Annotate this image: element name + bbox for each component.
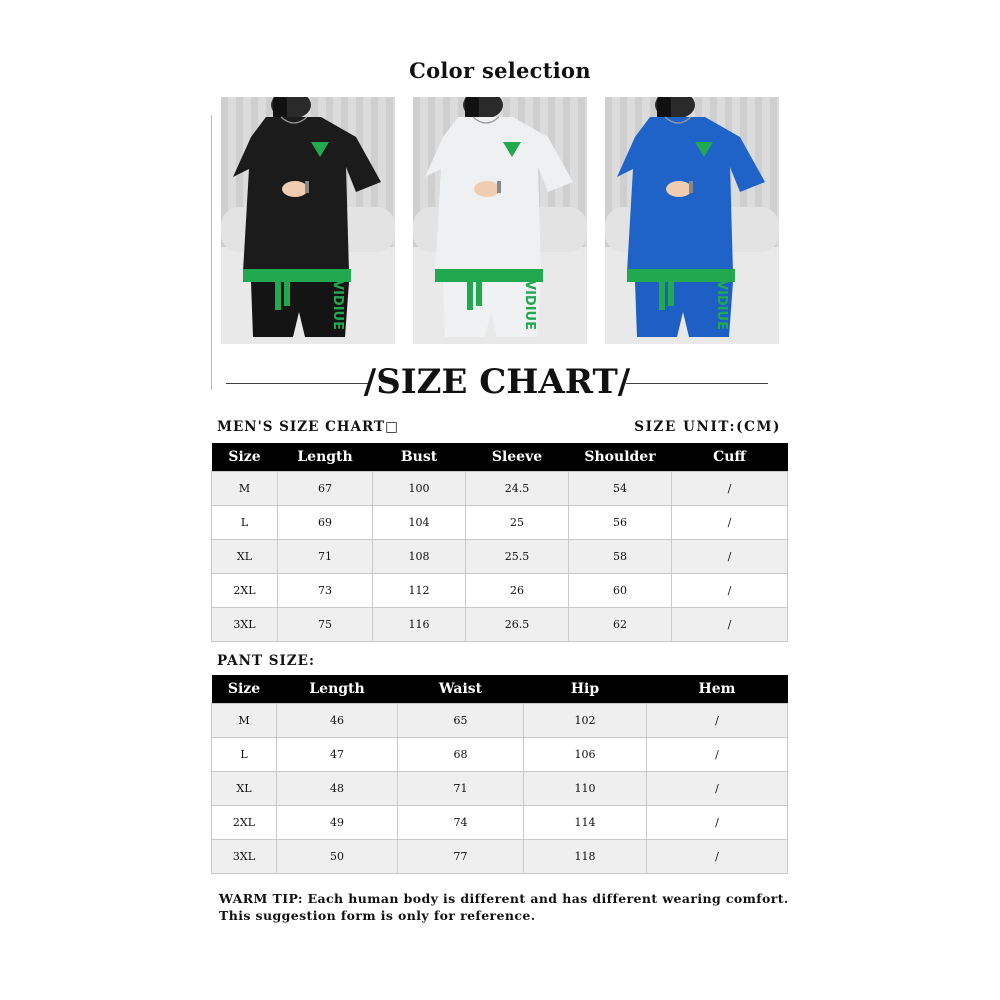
photo-black-outfit — [221, 97, 395, 344]
table-cell: / — [672, 608, 788, 642]
table-cell: 116 — [373, 608, 466, 642]
table-cell: 25.5 — [466, 540, 569, 574]
table-header-row — [212, 675, 788, 704]
table-cell: 69 — [278, 506, 373, 540]
table-cell: 46 — [277, 704, 398, 738]
table-cell: 50 — [277, 840, 398, 874]
column-header: Hem — [647, 675, 788, 704]
size-chart-heading — [226, 362, 768, 406]
table-cell: 2XL — [212, 806, 277, 840]
drawstring-left — [275, 282, 281, 310]
table-cell: XL — [212, 772, 277, 806]
table-cell: XL — [212, 540, 278, 574]
table-header-row — [212, 443, 788, 472]
table-cell: 2XL — [212, 574, 278, 608]
table-cell: 48 — [277, 772, 398, 806]
table-cell: 77 — [398, 840, 524, 874]
drawstring-right — [476, 282, 482, 306]
table-cell: / — [672, 540, 788, 574]
table-row — [212, 806, 788, 840]
table-cell: 74 — [398, 806, 524, 840]
table-cell: 26.5 — [466, 608, 569, 642]
table-cell: 49 — [277, 806, 398, 840]
table-row — [212, 574, 788, 608]
table-cell: M — [212, 704, 277, 738]
table-cell: 100 — [373, 472, 466, 506]
table-row — [212, 506, 788, 540]
table-cell: M — [212, 472, 278, 506]
hand — [474, 181, 500, 197]
table-cell: 118 — [524, 840, 647, 874]
column-header: Size — [212, 675, 277, 704]
table-cell: 104 — [373, 506, 466, 540]
size-chart-title: /SIZE CHART/ — [363, 362, 631, 402]
table-row — [212, 772, 788, 806]
column-header: Sleeve — [466, 443, 569, 472]
column-header: Cuff — [672, 443, 788, 472]
column-header: Size — [212, 443, 278, 472]
hand — [666, 181, 692, 197]
shorts-brand-text: VIDIUE — [522, 280, 537, 330]
shorts-brand-text: VIDIUE — [714, 280, 729, 330]
table-cell: / — [647, 772, 788, 806]
column-header: Bust — [373, 443, 466, 472]
table-row — [212, 608, 788, 642]
table-cell: 47 — [277, 738, 398, 772]
photo-blue-outfit — [605, 97, 779, 344]
table-cell: 112 — [373, 574, 466, 608]
table-cell: 3XL — [212, 840, 277, 874]
pant-size-table — [211, 675, 788, 874]
drawstring-left — [467, 282, 473, 310]
warm-tip-note: WARM TIP: Each human body is different and has different wearing comfort. This suggestion form is only for reference. — [219, 891, 789, 923]
mens-size-table — [211, 443, 788, 642]
table-cell: 71 — [398, 772, 524, 806]
table-cell: 73 — [278, 574, 373, 608]
table-cell: 110 — [524, 772, 647, 806]
table-cell: 108 — [373, 540, 466, 574]
shorts-brand-text: VIDIUE — [330, 280, 345, 330]
table-row — [212, 540, 788, 574]
table-cell: 54 — [569, 472, 672, 506]
table-cell: 114 — [524, 806, 647, 840]
photo-white-outfit — [413, 97, 587, 344]
size-unit-label: SIZE UNIT:(CM) — [634, 419, 781, 435]
drawstring-right — [284, 282, 290, 306]
table-cell: 24.5 — [466, 472, 569, 506]
table-cell: 3XL — [212, 608, 278, 642]
bracelet — [689, 181, 693, 193]
decorative-divider — [211, 115, 212, 390]
table-cell: 58 — [569, 540, 672, 574]
drawstring-left — [659, 282, 665, 310]
column-header: Length — [278, 443, 373, 472]
bracelet — [305, 181, 309, 193]
table-cell: / — [647, 704, 788, 738]
color-selection-title: Color selection — [409, 58, 591, 83]
table-cell: / — [672, 506, 788, 540]
table-cell: 26 — [466, 574, 569, 608]
column-header: Waist — [398, 675, 524, 704]
column-header: Shoulder — [569, 443, 672, 472]
pant-chart-label: PANT SIZE: — [217, 653, 315, 669]
table-cell: 56 — [569, 506, 672, 540]
table-cell: 68 — [398, 738, 524, 772]
table-cell: 60 — [569, 574, 672, 608]
table-cell: L — [212, 506, 278, 540]
table-cell: 106 — [524, 738, 647, 772]
table-cell: / — [672, 574, 788, 608]
table-cell: / — [647, 738, 788, 772]
bracelet — [497, 181, 501, 193]
table-cell: 65 — [398, 704, 524, 738]
drawstring-right — [668, 282, 674, 306]
table-row — [212, 472, 788, 506]
table-cell: 102 — [524, 704, 647, 738]
table-row — [212, 738, 788, 772]
table-cell: L — [212, 738, 277, 772]
hand — [282, 181, 308, 197]
table-cell: 71 — [278, 540, 373, 574]
table-cell: / — [672, 472, 788, 506]
table-cell: 62 — [569, 608, 672, 642]
table-row — [212, 704, 788, 738]
table-row — [212, 840, 788, 874]
table-cell: / — [647, 840, 788, 874]
column-header: Length — [277, 675, 398, 704]
column-header: Hip — [524, 675, 647, 704]
table-cell: / — [647, 806, 788, 840]
table-cell: 25 — [466, 506, 569, 540]
table-cell: 75 — [278, 608, 373, 642]
mens-chart-label: MEN'S SIZE CHART□ — [217, 419, 399, 435]
table-cell: 67 — [278, 472, 373, 506]
